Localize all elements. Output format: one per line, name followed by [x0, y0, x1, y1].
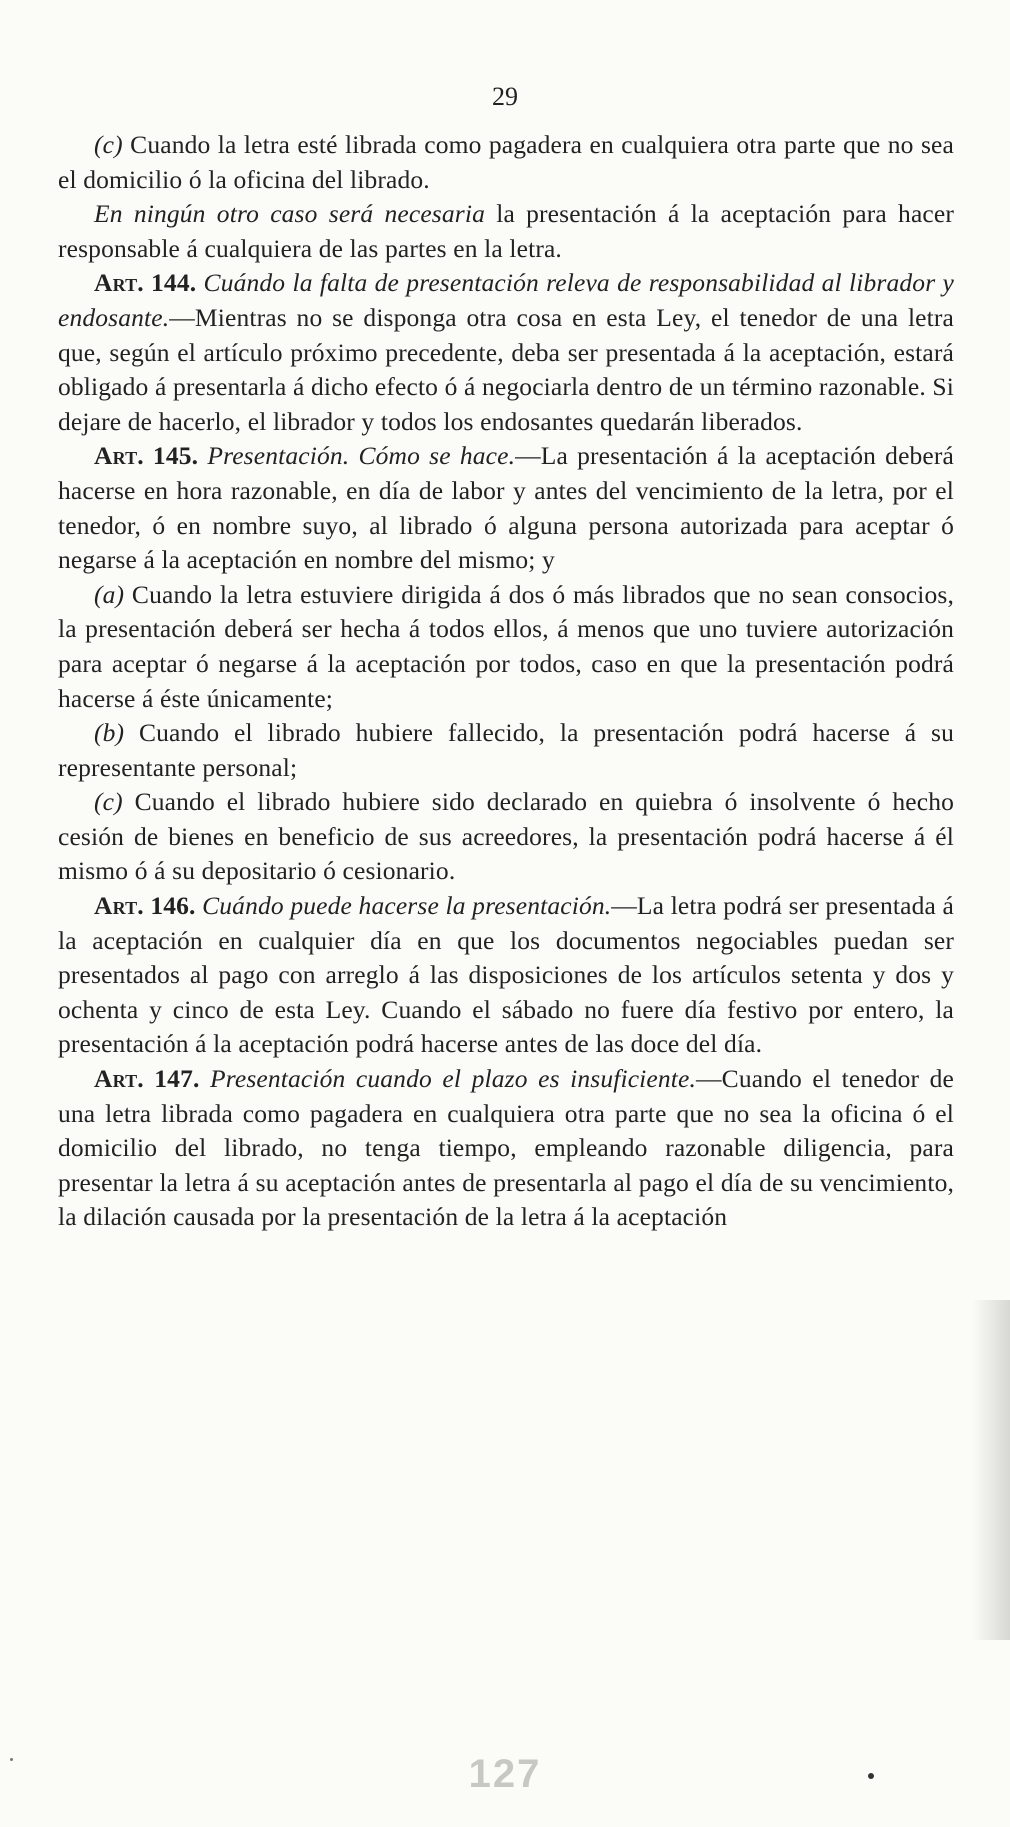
article-text: —La presentación á la aceptación deberá hacerse en hora razonable, en día de labor y antes del vencimiento de la letra, por el tenedor, ó en nombre suyo, al librado ó alguna persona autorizada para aceptar ó negarse á la aceptación en nombre del mismo; y: [58, 441, 955, 575]
sub-label: (a): [94, 579, 125, 609]
article-label: Art. 145.: [94, 441, 199, 471]
paragraph-text: Cuando la letra estuviere dirigida á dos ó más librados que no sean consocios, la presentación deberá ser hecha á todos ellos, á menos que uno tuviere autorización para aceptar ó negarse á la aceptación por todos, caso en que la presentación podrá hacerse á éste únicamente;: [58, 579, 954, 713]
paragraph-text: Cuando la letra esté librada como pagadera en cualquiera otra parte que no sea el domicilio ó la oficina del librado.: [58, 130, 954, 194]
sub-label: (c): [94, 787, 123, 817]
emphasis-phrase: En ningún otro caso será necesaria: [94, 199, 485, 229]
sub-label: (c): [94, 130, 123, 159]
article-147: [58, 1062, 954, 1235]
article-text: —Cuando el tenedor de una letra librada como pagadera en cualquiera otra parte que no sea la oficina ó el domicilio del librado, no tenga tiempo, empleando razonable diligencia, para presentar la letra á su aceptación antes de presentarla al pago el día de su vencimiento, la dilación causada por la presentación de la letra á la aceptación: [58, 1064, 955, 1232]
paragraph-text: Cuando el librado hubiere sido declarado en quiebra ó insolvente ó hecho cesión de bienes en beneficio de sus acreedores, la presentación podrá hacerse á él mismo ó á su depositario ó cesionario.: [58, 787, 954, 886]
speck-mark: [868, 1773, 874, 1779]
paragraph-b: [58, 716, 954, 785]
speck-mark: [10, 1758, 13, 1761]
article-title: Presentación cuando el plazo es insuficiente.: [199, 1064, 697, 1094]
article-text: —Mientras no se disponga otra cosa en esta Ley, el tenedor de una letra que, según el artículo próximo precedente, deba ser presentada á la aceptación, estará obligado á presentarla á dicho efecto ó á negociarla dentro de un término razonable. Si dejare de hacerlo, el librador y todos los endosantes quedarán liberados.: [58, 302, 954, 436]
paragraph-c-second: [58, 785, 954, 889]
article-label: Art. 147.: [94, 1064, 200, 1094]
article-145: [58, 439, 954, 577]
body-text: [58, 128, 954, 1235]
article-146: [58, 889, 954, 1062]
paragraph-c-first: [58, 128, 954, 197]
article-title: Cuándo la falta de presentación releva de responsabilidad al librador y endosante.: [58, 268, 955, 332]
sub-label: (b): [94, 718, 125, 748]
paragraph-no-other-case: [58, 197, 954, 266]
paragraph-text: Cuando el librado hubiere fallecido, la presentación podrá hacerse á su representante personal;: [58, 718, 954, 782]
article-144: [58, 266, 954, 439]
paragraph-a: [58, 578, 954, 716]
page-edge-shadow: [972, 1300, 1010, 1640]
article-label: Art. 144.: [94, 268, 197, 298]
page-number: 29: [492, 82, 518, 111]
bottom-stamp-number: 127: [468, 1752, 542, 1796]
article-title: Cuándo puede hacerse la presentación.: [195, 891, 612, 921]
article-title: Presentación. Cómo se hace.: [198, 441, 516, 471]
article-label: Art. 146.: [94, 891, 196, 921]
paragraph-text: la presentación á la aceptación para hacer responsable á cualquiera de las partes en la letra.: [58, 199, 955, 263]
article-text: —La letra podrá ser presentada á la aceptación en cualquier día en que los documentos negociables puedan ser presentados al pago con arreglo á las disposiciones de los artículos setenta y dos y ochenta y cinco de esta Ley. Cuando el sábado no fuere día festivo por entero, la presentación á la aceptación podrá hacerse antes de las doce del día.: [58, 891, 954, 1059]
